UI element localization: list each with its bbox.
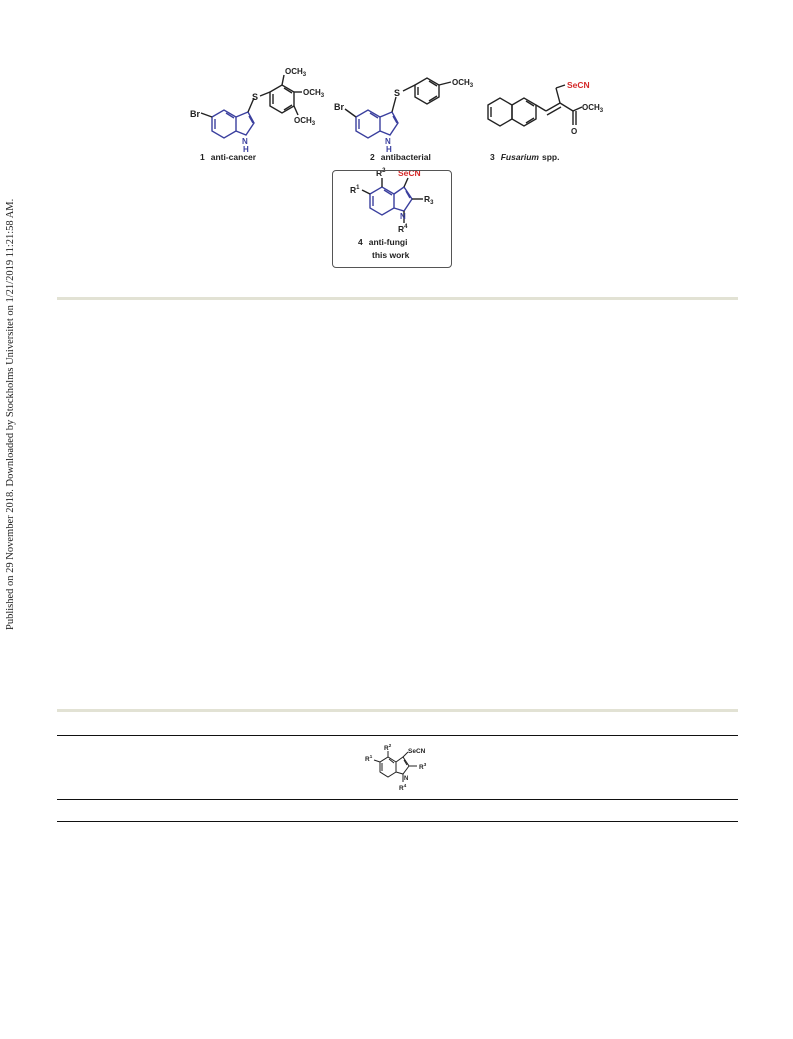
table-title-rule [57,709,738,712]
compound-4-r3: $R_3$ [424,194,434,206]
compound-1-nh: H [243,145,249,154]
compound-2-n: N [385,137,391,146]
table-structure-r4: $R^4$ [399,783,407,792]
table-structure-r1: $R^1$ [365,754,373,763]
compound-4-r2: $R^2$ [376,168,386,178]
compound-4-r4: $R^4$ [398,224,408,234]
compound-1-ome-bottom: $OCH_3$ [294,116,316,127]
table-structure-secn: SeCN [408,748,426,755]
this-work-box [332,170,452,268]
table-structure-r2: $R^2$ [384,743,392,752]
publication-side-note: Published on 29 November 2018. Downloaded by Stockholms Universitet on 1/21/2019 11:21:58 AM. [5,198,16,630]
compound-4-caption: 4 anti-fungi [358,237,408,247]
compound-3-secn: SeCN [567,80,590,90]
table-bottom-rule [57,821,738,822]
compound-3-caption: 3 Fusarium spp. [490,152,560,162]
compound-4-secn: SeCN [398,168,421,178]
table-header-structure [360,742,440,794]
compound-1-br: Br [190,109,201,119]
compound-1-ome-top: $OCH_3$ [285,67,307,78]
compound-1-n: N [242,137,248,146]
compound-3-structure [488,85,582,126]
table-structure-r3: $R^3$ [419,762,427,771]
compound-3-ome: $OCH_3$ [582,103,604,114]
compound-4-r1: $R^1$ [350,185,360,195]
compound-2-s: S [394,88,401,98]
table-structure-n: N [404,776,409,782]
table-top-rule [57,735,738,736]
compound-1-structure [201,75,302,138]
general-indole-structure [360,742,440,794]
table-header-rule [57,799,738,800]
compound-1-caption: 1 anti-cancer [200,152,257,162]
compound-2-nh: H [386,145,392,154]
figure-bottom-rule [57,297,738,300]
compound-4-n: N [400,212,406,221]
compound-1-ome-mid: $OCH_3$ [303,88,325,99]
compound-2-br: Br [334,102,345,112]
compound-2-caption: 2 antibacterial [370,152,431,162]
compound-2-ome: $OCH_3$ [452,78,474,89]
compound-1-s: S [252,92,259,102]
compound-4-sublabel: this work [372,250,410,260]
compound-3-carbonyl-o: O [571,127,578,136]
compound-2-structure [345,78,451,138]
